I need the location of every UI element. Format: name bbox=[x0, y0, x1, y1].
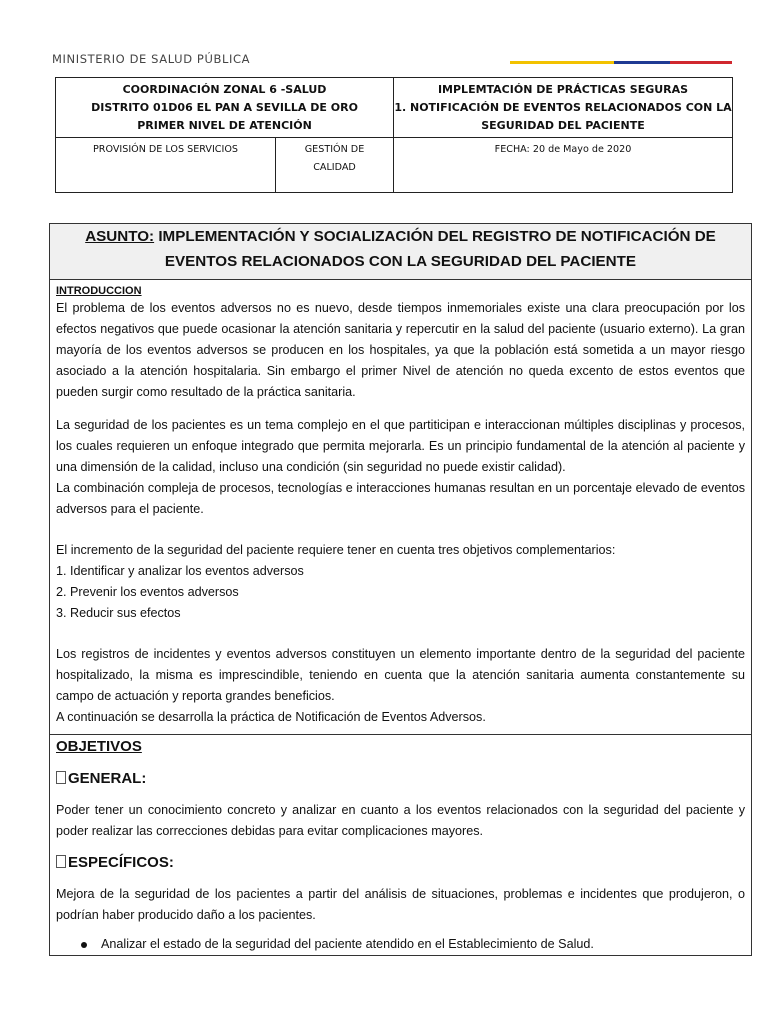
general-heading: GENERAL: bbox=[56, 768, 745, 790]
flag-stripe-yellow bbox=[510, 61, 614, 64]
intro-paragraph-4: El incremento de la seguridad del paciente requiere tener en cuenta tres objetivos complementarios: bbox=[56, 543, 616, 557]
coordination-line: COORDINACIÓN ZONAL 6 -SALUD bbox=[122, 83, 327, 96]
specific-text: Mejora de la seguridad de los pacientes a partir del análisis de situaciones, problemas e incidentes que produjeron, o podrían haber producido daño a los pacientes. bbox=[56, 887, 745, 922]
intro-paragraph-6: A continuación se desarrolla la práctica de Notificación de Eventos Adversos. bbox=[56, 710, 486, 724]
subject-line-1 bbox=[50, 224, 751, 249]
flag-stripe-red bbox=[670, 61, 732, 64]
level-line: PRIMER NIVEL DE ATENCIÓN bbox=[137, 119, 312, 132]
subject-header bbox=[50, 224, 751, 280]
subject-label: ASUNTO: bbox=[85, 228, 155, 245]
objectives-section bbox=[50, 735, 751, 955]
specific-heading: ESPECÍFICOS: bbox=[56, 852, 745, 874]
list-item: Analizar el estado de la seguridad del paciente atendido en el Establecimiento de Salud. bbox=[56, 934, 745, 955]
general-text: Poder tener un conocimiento concreto y analizar en cuanto a los eventos relacionados con la seguridad del paciente y poder realizar las correcciones debidas para evitar complicaciones mayores. bbox=[56, 803, 745, 838]
subject-line-2: EVENTOS RELACIONADOS CON LA SEGURIDAD DEL PACIENTE bbox=[164, 253, 637, 270]
intro-paragraph-2: La seguridad de los pacientes es un tema complejo en el que partiticipan e interaccionan múltiples disciplinas y procesos, los cuales requieren un enfoque integrado que permita mejorarla. Es un principio fundamental de la atención al paciente y una dimensión de la calidad, incluso una condición (sin seguridad no puede existir calidad). bbox=[56, 418, 745, 474]
introduction-heading: INTRODUCCION bbox=[56, 285, 142, 297]
gestion-line-1: GESTIÓN DE bbox=[304, 144, 365, 155]
district-line: DISTRITO 01D06 EL PAN A SEVILLA DE ORO bbox=[91, 101, 358, 114]
intro-paragraph-3: La combinación compleja de procesos, tecnologías e interacciones humanas resultan en un porcentaje elevado de eventos adversos para el paciente. bbox=[56, 481, 745, 516]
intro-paragraph-5: Los registros de incidentes y eventos adversos constituyen un elemento importante dentro de la seguridad del paciente hospitalizado, la misma es imprescindible, teniendo en cuenta que la atención sanitaria aumenta constantemente su campo de actuación y reporta grandes beneficios. bbox=[56, 647, 745, 703]
document-body bbox=[49, 223, 752, 956]
gestion-line-2: CALIDAD bbox=[313, 162, 356, 173]
practice-subtitle-line-1: 1. NOTIFICACIÓN DE EVENTOS RELACIONADOS CON LA bbox=[394, 101, 732, 114]
practice-subtitle-line-2: SEGURIDAD DEL PACIENTE bbox=[481, 119, 645, 132]
list-item: 3. Reducir sus efectos bbox=[56, 606, 181, 620]
introduction-section bbox=[50, 280, 751, 735]
coordination-cell bbox=[56, 78, 394, 138]
list-item: 2. Prevenir los eventos adversos bbox=[56, 585, 239, 599]
practice-cell bbox=[394, 78, 733, 138]
list-item: 1. Identificar y analizar los eventos adversos bbox=[56, 564, 304, 578]
intro-paragraph-1: El problema de los eventos adversos no es nuevo, desde tiempos inmemoriales existe una clara preocupación por los efectos negativos que puede ocasionar la atención sanitaria y repercutir en la salud del paciente (usuario externo). La gran mayoría de los eventos adversos se producen en los hospitales, ya que la población está sometida a un mayor riesgo asociado a la atención hospitalaria. Sin embargo el primer Nivel de atención no queda excento de estos eventos que pueden surgir como resultado de la práctica sanitaria. bbox=[56, 301, 745, 399]
checkbox-icon bbox=[56, 771, 66, 784]
specific-bullets bbox=[56, 934, 745, 955]
info-table bbox=[55, 77, 733, 193]
gestion-cell bbox=[276, 138, 394, 193]
checkbox-icon bbox=[56, 855, 66, 868]
date-cell: FECHA: 20 de Mayo de 2020 bbox=[394, 138, 733, 193]
flag-stripe-blue bbox=[614, 61, 670, 64]
objectives-heading: OBJETIVOS bbox=[56, 738, 142, 755]
ministry-name: MINISTERIO DE SALUD PÚBLICA bbox=[52, 52, 251, 66]
bullet-icon bbox=[81, 942, 87, 948]
subject-text-1: IMPLEMENTACIÓN Y SOCIALIZACIÓN DEL REGISTRO DE NOTIFICACIÓN DE bbox=[154, 228, 716, 245]
practice-title-line: IMPLEMTACIÓN DE PRÁCTICAS SEGURAS bbox=[437, 83, 689, 96]
provision-cell: PROVISIÓN DE LOS SERVICIOS bbox=[56, 138, 276, 193]
